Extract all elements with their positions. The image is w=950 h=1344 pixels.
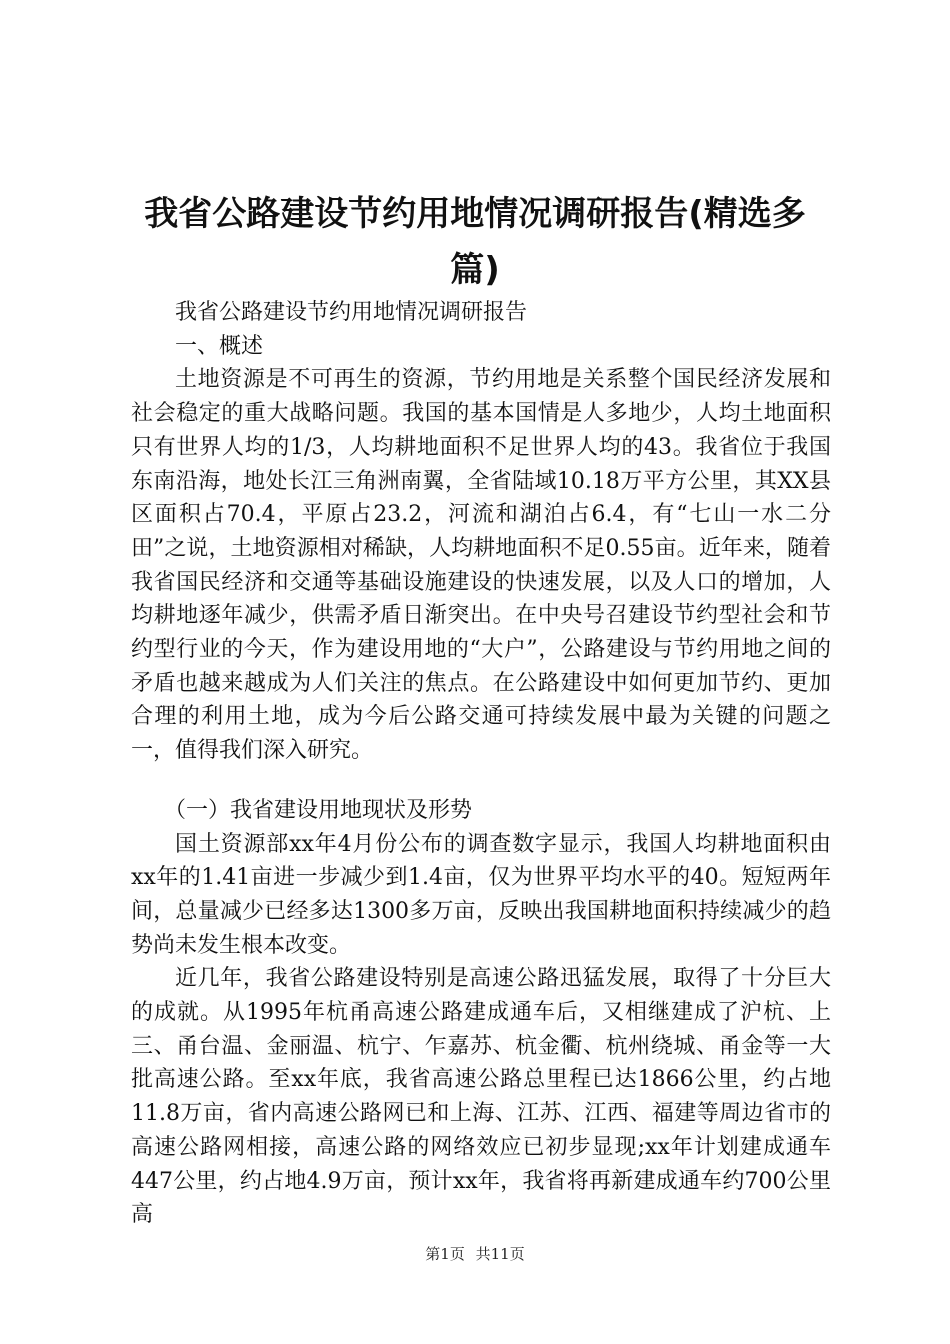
page-footer — [0, 1244, 950, 1264]
document-body — [131, 296, 831, 1232]
subsection-heading-land-status: （一）我省建设用地现状及形势 — [164, 797, 473, 823]
document-title: 我省公路建设节约用地情况调研报告(精选多篇) — [144, 194, 806, 290]
paragraph-land-survey: 国土资源部xx年4月份公布的调查数字显示，我国人均耕地面积由xx年的1.41亩进一步减少到1.4亩，仅为世界平均水平的40。短短两年间，总量减少已经多达1300多万亩，反映出我国耕地面积持续减少的趋势尚未发生根本改变。 — [131, 831, 831, 958]
section-heading-overview: 一、概述 — [175, 333, 264, 359]
paragraph-overview: 土地资源是不可再生的资源，节约用地是关系整个国民经济发展和社会稳定的重大战略问题。我国的基本国情是人多地少，人均土地面积只有世界人均的1/3，人均耕地面积不足世界人均的43。我省位于我国东南沿海，地处长江三角洲南翼，全省陆域10.18万平方公里，其XX县区面积占70.4，平原占23.2，河流和湖泊占6.4，有“七山一水二分田”之说，土地资源相对稀缺，人均耕地面积不足0.55亩。近年来，随着我省国民经济和交通等基础设施建设的快速发展，以及人口的增加，人均耕地逐年减少，供需矛盾日渐突出。在中央号召建设节约型社会和节约型行业的今天，作为建设用地的“大户”，公路建设与节约用地之间的矛盾也越来越成为人们关注的焦点。在公路建设中如何更加节约、更加合理的利用土地，成为今后公路交通可持续发展中最为关键的问题之一，值得我们深入研究。 — [131, 367, 831, 764]
paragraph-highway-development: 近几年，我省公路建设特别是高速公路迅猛发展，取得了十分巨大的成就。从1995年杭甬高速公路建成通车后，又相继建成了沪杭、上三、甬台温、金丽温、杭宁、乍嘉苏、杭金衢、杭州绕城、甬金等一大批高速公路。至xx年底，我省高速公路总里程已达1866公里，约占地11.8万亩，省内高速公路网已和上海、江苏、江西、福建等周边省市的高速公路网相接，高速公路的网络效应已初步显现;xx年计划建成通车447公里，约占地4.9万亩，预计xx年，我省将再新建成通车约700公里高 — [131, 966, 831, 1228]
page-number-total: 共11页 — [475, 1245, 525, 1263]
report-subtitle: 我省公路建设节约用地情况调研报告 — [175, 300, 528, 325]
page-number-current: 第1页 — [425, 1245, 465, 1263]
